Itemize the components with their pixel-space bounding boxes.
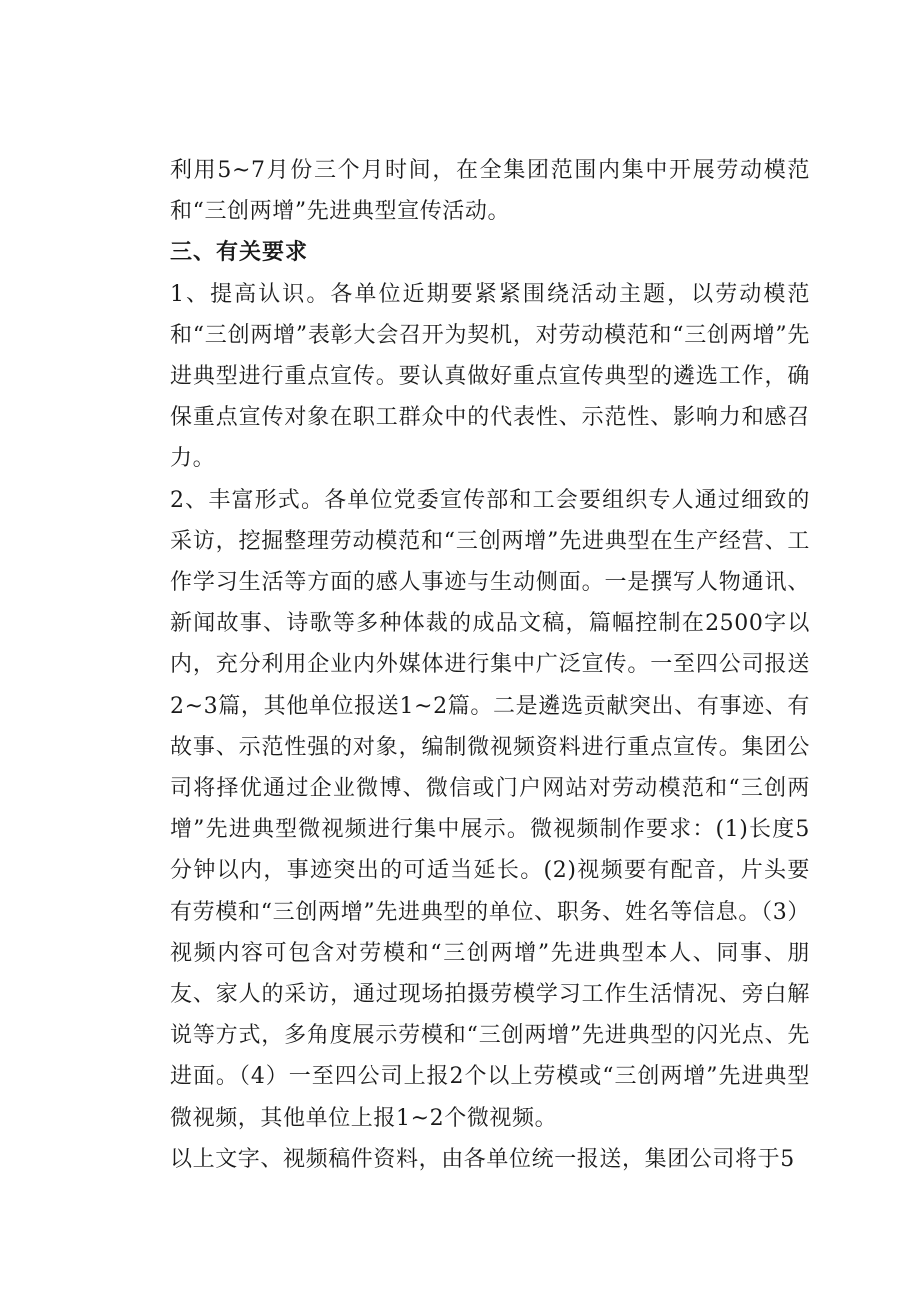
section-heading-requirements: 三、有关要求 — [170, 240, 309, 266]
paragraph-enrich-forms: 2、丰富形式。各单位党委宣传部和工会要组织专人通过细致的采访，挖掘整理劳动模范和“三创两增”先进典型在生产经营、工作学习生活等方面的感人事迹与生动侧面。一是撰写人物通讯、新闻故事、诗歌等多种体裁的成品文稿，篇幅控制在2500字以内，充分利用企业内外媒体进行集中广泛宣传。一至四公司报送2~3篇，其他单位报送1~2篇。二是遴选贡献突出、有事迹、有故事、示范性强的对象，编制微视频资料进行重点宣传。集团公司将择优通过企业微博、微信或门户网站对劳动模范和“三创两增”先进典型微视频进行集中展示。微视频制作要求：(1)长度5分钟以内，事迹突出的可适当延长。(2)视频要有配音，片头要有劳模和“三创两增”先进典型的单位、职务、姓名等信息。（3）视频内容可包含对劳模和“三创两增”先进典型本人、同事、朋友、家人的采访，通过现场拍摄劳模学习工作生活情况、旁白解说等方式，多角度展示劳模和“三创两增”先进典型的闪光点、先进面。（4）一至四公司上报2个以上劳模或“三创两增”先进典型微视频，其他单位上报1~2个微视频。 — [170, 487, 810, 1131]
paragraph-raise-awareness: 1、提高认识。各单位近期要紧紧围绕活动主题，以劳动模范和“三创两增”表彰大会召开为契机，对劳动模范和“三创两增”先进典型进行重点宣传。要认真做好重点宣传典型的遴选工作，确保重点宣传对象在职工群众中的代表性、示范性、影响力和感召力。 — [170, 281, 810, 472]
paragraph-submission: 以上文字、视频稿件资料，由各单位统一报送，集团公司将于5 — [170, 1146, 795, 1172]
document-body — [170, 150, 810, 1180]
paragraph-activity-period: 利用5~7月份三个月时间，在全集团范围内集中开展劳动模范和“三创两增”先进典型宣传活动。 — [170, 158, 810, 225]
